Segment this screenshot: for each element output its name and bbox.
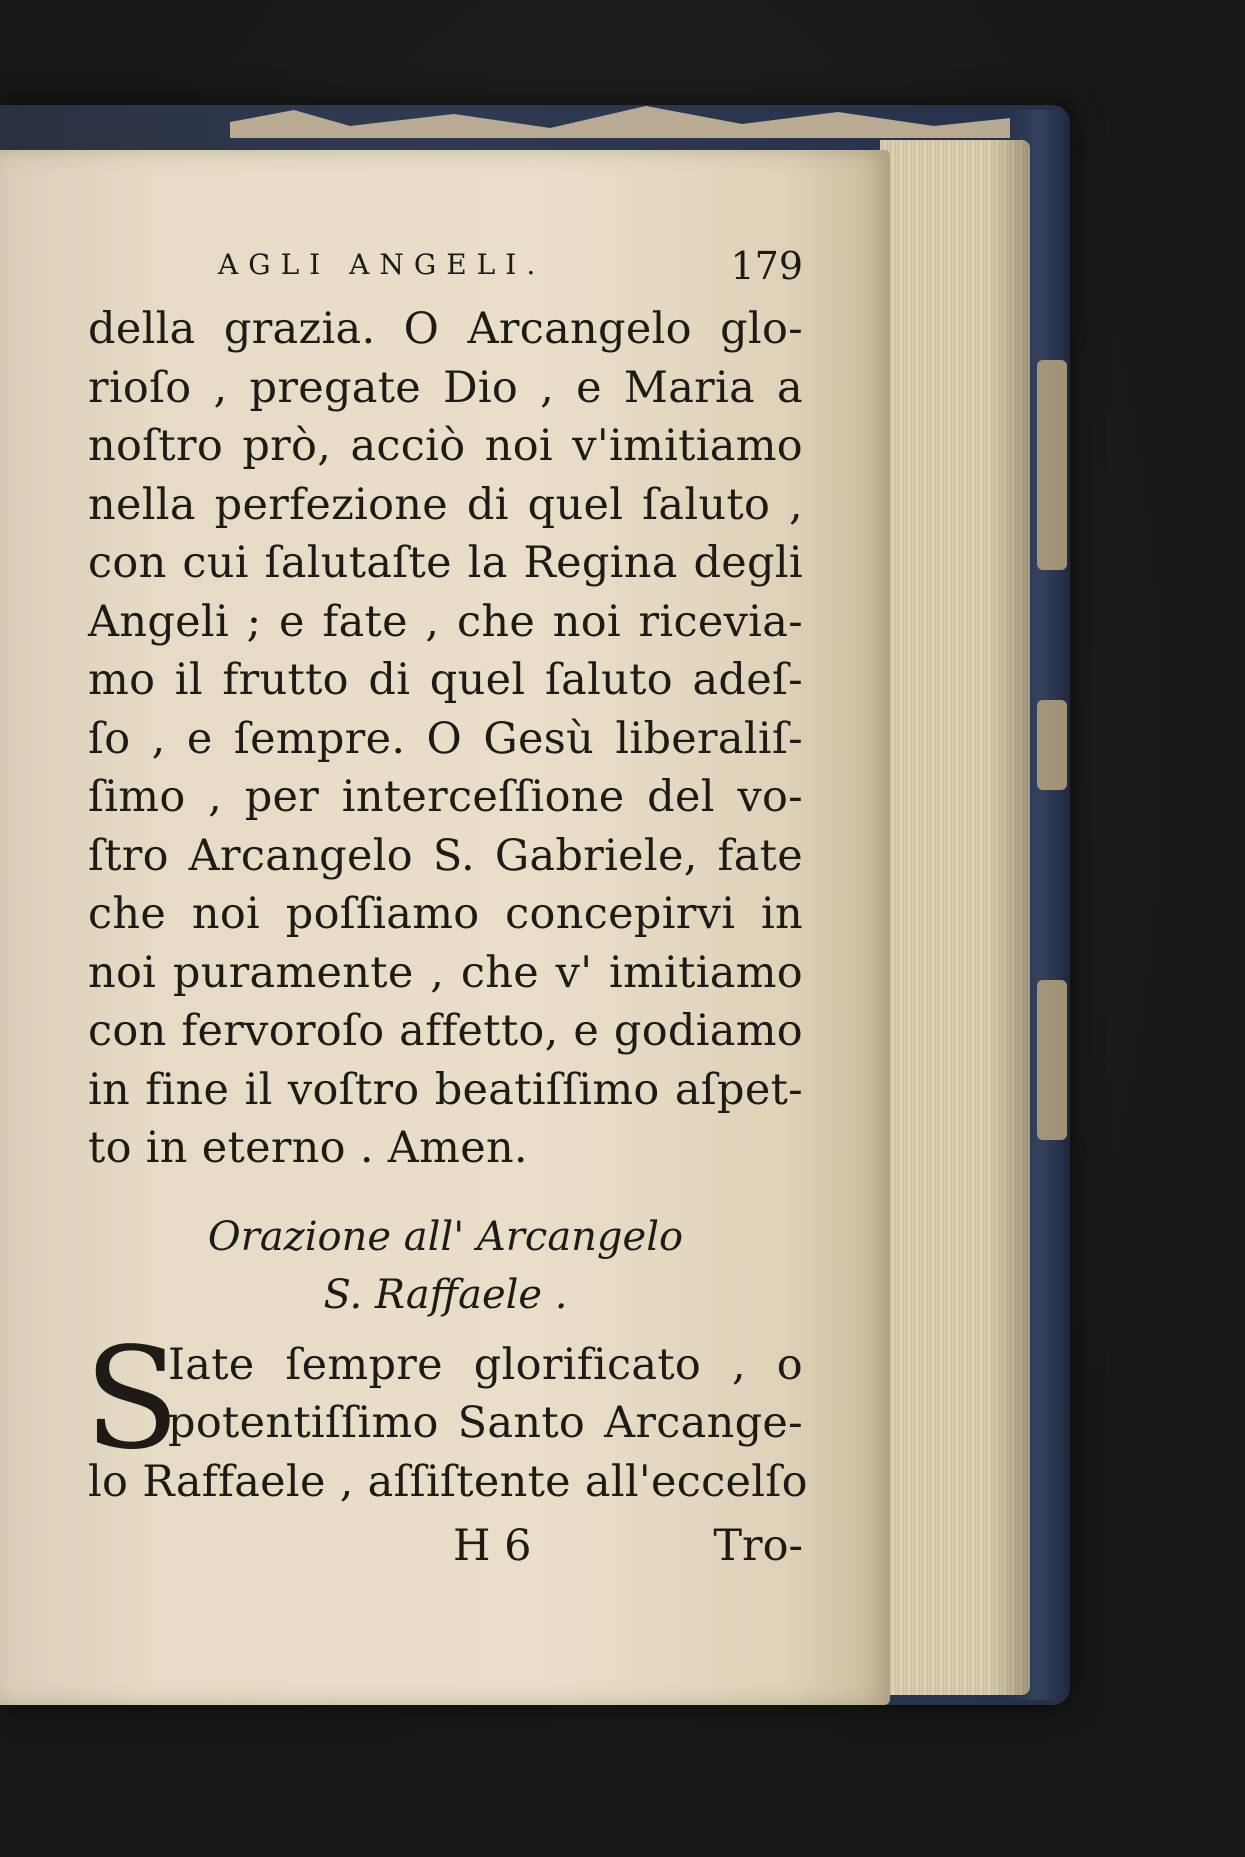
text-line: ſo , e ſempre. O Gesù liberaliſ- bbox=[88, 713, 803, 764]
text-line: in fine il voſtro beatiſſimo aſpet- bbox=[88, 1064, 803, 1115]
prayer-paragraph bbox=[84, 1317, 808, 1512]
section-heading bbox=[88, 1208, 803, 1324]
worn-spine-patch bbox=[1037, 360, 1067, 570]
text-line: lo Raffaele , aſſiſtente all'eccelſo bbox=[88, 1456, 808, 1507]
page-footer bbox=[88, 1517, 803, 1577]
page-text bbox=[84, 240, 808, 1577]
running-head-title: AGLI ANGELI. bbox=[218, 248, 546, 281]
text-line: ſtro Arcangelo S. Gabriele, fate bbox=[88, 830, 803, 881]
text-line: con fervoroſo affetto, e godiamo bbox=[88, 1006, 803, 1056]
text-line: noſtro prò, acciò noi v'imitiamo bbox=[88, 421, 803, 471]
worn-spine-patch bbox=[1037, 980, 1067, 1140]
text-line: rioſo , pregate Dio , e Maria a bbox=[88, 362, 803, 413]
text-line: della grazia. O Arcangelo glo- bbox=[88, 304, 803, 354]
text-line: noi puramente , che v' imitiamo bbox=[88, 947, 803, 998]
heading-line: S. Raffaele . bbox=[323, 1271, 568, 1318]
worn-spine-patch bbox=[1037, 700, 1067, 790]
text-line: mo il frutto di quel ſaluto adeſ- bbox=[88, 655, 803, 705]
text-line: Angeli ; e fate , che noi ricevia- bbox=[88, 596, 803, 647]
page-number: 179 bbox=[730, 244, 803, 288]
text-line: potentiſſimo Santo Arcange- bbox=[168, 1398, 803, 1448]
heading-line: Orazione all' Arcangelo bbox=[207, 1213, 684, 1260]
text-line: Iate ſempre glorificato , o bbox=[168, 1339, 803, 1390]
text-line: che noi poſſiamo concepirvi in bbox=[88, 889, 803, 939]
text-line: nella perfezione di quel ſaluto , bbox=[88, 479, 803, 530]
signature-mark: H 6 bbox=[453, 1521, 532, 1571]
drop-cap: S bbox=[84, 1317, 180, 1481]
text-line: ſimo , per interceſſione del vo- bbox=[88, 772, 803, 822]
text-line: con cui ſalutaſte la Regina degli bbox=[88, 538, 803, 588]
page-edges bbox=[880, 140, 1030, 1695]
text-line: to in eterno . Amen. bbox=[88, 1123, 528, 1173]
book-page bbox=[0, 150, 890, 1705]
running-head bbox=[88, 240, 803, 300]
catchword: Tro- bbox=[713, 1521, 803, 1571]
